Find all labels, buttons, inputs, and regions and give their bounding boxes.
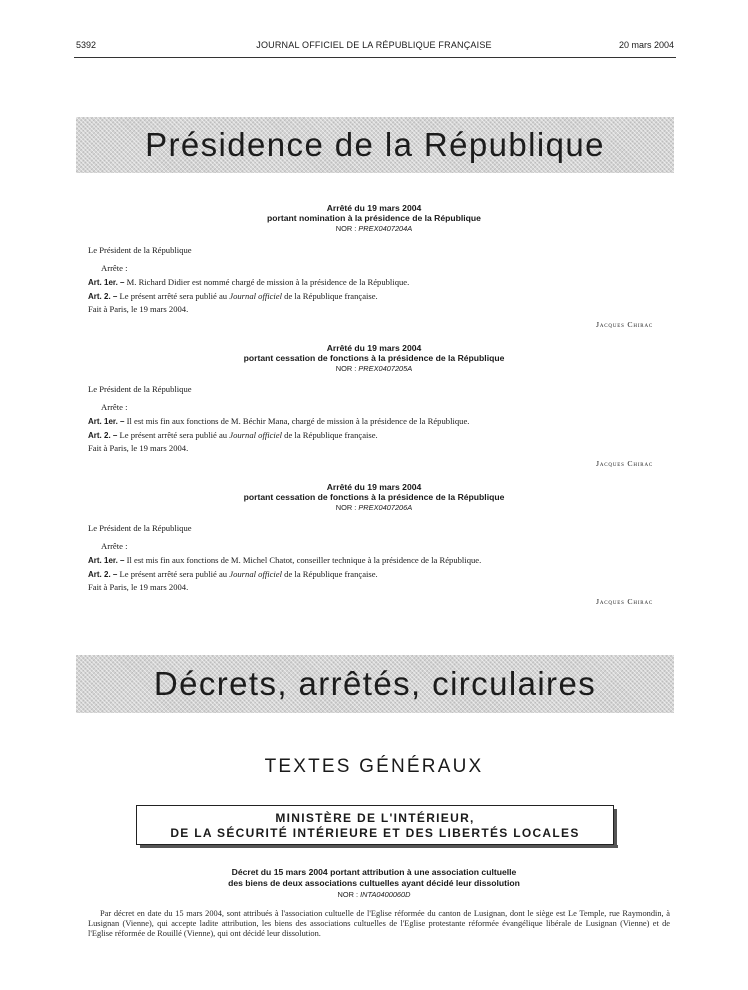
decree-2-title-line2: portant cessation de fonctions à la présidence de la République xyxy=(243,353,505,363)
ministere-box xyxy=(136,805,614,845)
decree-3-nor xyxy=(0,503,748,512)
decree-2-art2-label: Art. 2. – xyxy=(88,431,118,440)
decree-1-art1-text: M. Richard Didier est nommé chargé de mission à la présidence de la République. xyxy=(126,277,410,287)
decree-2-title-line1: Arrêté du 19 mars 2004 xyxy=(326,343,422,353)
decree-1-art1-label: Art. 1er. – xyxy=(88,278,125,287)
textes-generaux-heading: TEXTES GÉNÉRAUX xyxy=(264,756,484,777)
decree-3-signature: Jacques Chirac xyxy=(596,597,653,606)
decree-1-art2-before: Le présent arrêté sera publié au xyxy=(119,291,228,301)
decret-final-title-line1: Décret du 15 mars 2004 portant attribution à une association cultuelle xyxy=(231,867,517,877)
decree-3-article-2 xyxy=(88,569,378,580)
decree-2-fait: Fait à Paris, le 19 mars 2004. xyxy=(88,443,189,453)
decree-1-nor xyxy=(0,224,748,233)
decree-3-art2-italic: Journal officiel xyxy=(229,569,283,579)
decret-final-nor-label: NOR : xyxy=(337,890,359,899)
decree-1-art2-after: de la République française. xyxy=(284,291,378,301)
ministere-line1: MINISTÈRE DE L'INTÉRIEUR, xyxy=(275,811,475,825)
decree-1-title-line1: Arrêté du 19 mars 2004 xyxy=(326,203,422,213)
decree-1-article-1 xyxy=(88,277,409,288)
decree-2-nor-code: PREX0407205A xyxy=(358,364,413,373)
journal-title: JOURNAL OFFICIEL DE LA RÉPUBLIQUE FRANÇAISE xyxy=(256,40,492,50)
decree-1-nor-code: PREX0407204A xyxy=(358,224,413,233)
decree-3-art2-after: de la République française. xyxy=(284,569,378,579)
decree-1-art2-label: Art. 2. – xyxy=(88,292,118,301)
decree-2-president-line: Le Président de la République xyxy=(88,384,192,394)
decree-2-nor xyxy=(0,364,748,373)
decret-final-nor-code: INTA0400060D xyxy=(360,890,411,899)
section-title-decrets: Décrets, arrêtés, circulaires xyxy=(153,665,597,702)
decree-2-art2-before: Le présent arrêté sera publié au xyxy=(119,430,228,440)
decree-1-fait: Fait à Paris, le 19 mars 2004. xyxy=(88,304,189,314)
issue-date: 20 mars 2004 xyxy=(618,40,674,50)
decree-3-art2-before: Le présent arrêté sera publié au xyxy=(119,569,228,579)
decree-3-fait: Fait à Paris, le 19 mars 2004. xyxy=(88,582,189,592)
decret-final-nor xyxy=(0,890,748,899)
page-number: 5392 xyxy=(76,40,97,50)
decree-2-article-1 xyxy=(88,416,469,427)
section-title-presidence: Présidence de la République xyxy=(145,126,605,163)
decree-3-nor-label: NOR : xyxy=(335,503,357,512)
decree-2-art2-after: de la République française. xyxy=(284,430,378,440)
decree-1-signature: Jacques Chirac xyxy=(596,320,653,329)
decree-1-nor-label: NOR : xyxy=(335,224,357,233)
section-banner-presidence xyxy=(76,117,674,173)
decree-2-art2-italic: Journal officiel xyxy=(229,430,283,440)
decree-2-art1-text: Il est mis fin aux fonctions de M. Béchir Mana, chargé de mission à la présidence de la République. xyxy=(126,416,470,426)
decree-2-nor-label: NOR : xyxy=(335,364,357,373)
decree-3-article-1 xyxy=(88,555,481,566)
ministere-line2: DE LA SÉCURITÉ INTÉRIEURE ET DES LIBERTÉS LOCALES xyxy=(170,825,580,840)
header-rule xyxy=(74,57,676,58)
decree-1-president-line: Le Président de la République xyxy=(88,245,192,255)
decret-final-title-line2: des biens de deux associations cultuelles ayant décidé leur dissolution xyxy=(228,878,520,888)
decree-1-article-2 xyxy=(88,291,378,302)
decree-3-title-line1: Arrêté du 19 mars 2004 xyxy=(326,482,422,492)
decree-3-arrete: Arrête : xyxy=(101,541,128,551)
decree-3-art1-text: Il est mis fin aux fonctions de M. Michel Chatot, conseiller technique à la présidence de la République. xyxy=(126,555,482,565)
decree-2-art1-label: Art. 1er. – xyxy=(88,417,125,426)
decret-final-paragraph: Par décret en date du 15 mars 2004, sont attribués à l'association cultuelle de l'Eglise réformée du canton de Lusignan, dont le siège est Le Temple, rue Raymondin, à Lusignan (Vienne), qui accepte ladite attribution, les biens des associations cultuelles de l'Eglise protestante réformée évangélique libérale de Lusignan (Vienne) et de l'Eglise réformée de Rouillé (Vienne), qui ont décidé leur dissolution. xyxy=(88,909,670,938)
decree-3-nor-code: PREX0407206A xyxy=(358,503,413,512)
decree-3-art2-label: Art. 2. – xyxy=(88,570,118,579)
decree-1-art2-italic: Journal officiel xyxy=(229,291,283,301)
section-banner-decrets xyxy=(76,655,674,713)
decree-2-signature: Jacques Chirac xyxy=(596,459,653,468)
decree-3-art1-label: Art. 1er. – xyxy=(88,556,125,565)
decree-3-president-line: Le Président de la République xyxy=(88,523,192,533)
decree-3-title-line2: portant cessation de fonctions à la présidence de la République xyxy=(243,492,505,502)
decree-1-arrete: Arrête : xyxy=(101,263,128,273)
decree-1-title-line2: portant nomination à la présidence de la République xyxy=(267,213,481,223)
decree-2-article-2 xyxy=(88,430,378,441)
decree-2-arrete: Arrête : xyxy=(101,402,128,412)
